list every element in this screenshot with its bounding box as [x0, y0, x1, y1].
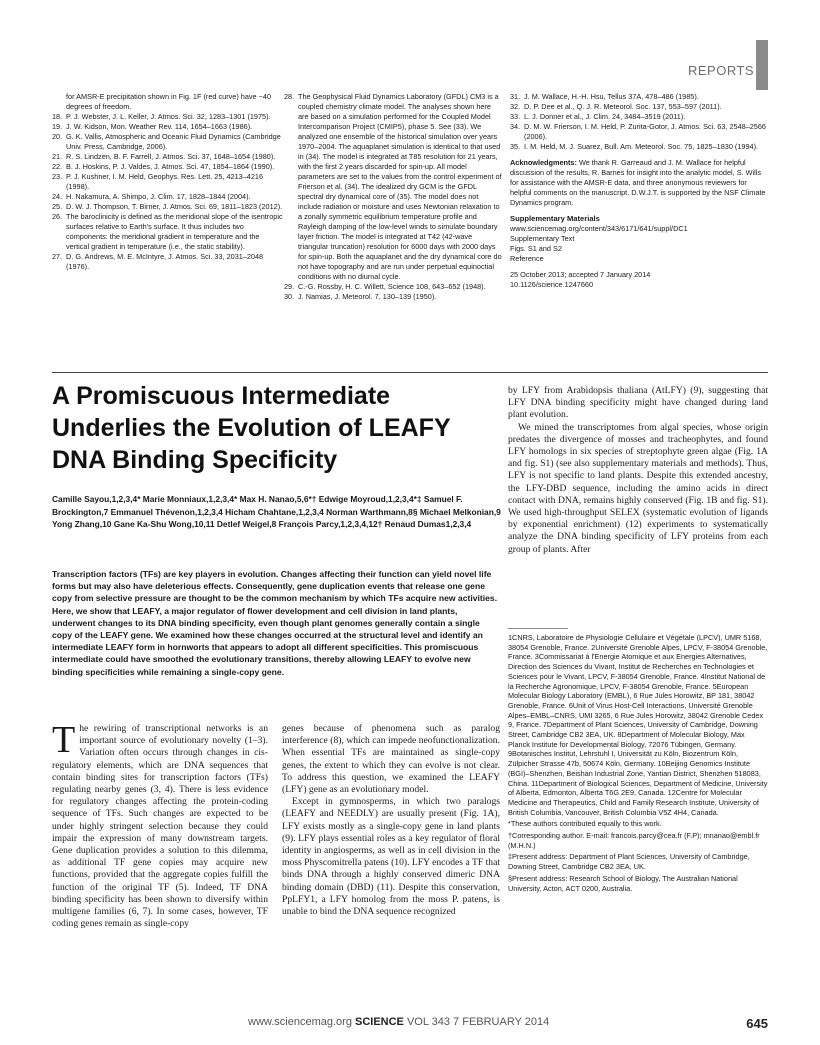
reference-number: 23.	[52, 172, 63, 181]
reference-item	[52, 152, 284, 162]
references-middle-column	[284, 92, 502, 302]
reference-number: 27.	[52, 252, 63, 261]
author-list: Camille Sayou,1,2,3,4* Marie Monniaux,1,2,3,4* Max H. Nanao,5,6*† Edwige Moyroud,1,2,3,4*‡ Samuel F. Brockington,7 Emmanuel Thévenon,1,2,3,4 Hicham Chahtane,1,2,3,4 Norman Warthmann,8§ Michael Melkonian,9 Yong Zhang,10 Gane Ka-Shu Wong,10,11 Detlef Weigel,8 François Parcy,1,2,3,4,12† Renaud Dumas1,2,3,4	[52, 494, 501, 530]
reference-text: D. P. Dee et al., Q. J. R. Meteorol. Soc. 137, 553–597 (2011).	[524, 102, 722, 111]
reference-item	[52, 132, 284, 152]
reference-text: J. M. Wallace, H.-H. Hsu, Tellus 37A, 478–486 (1985).	[524, 92, 699, 101]
supplementary-link[interactable]: www.sciencemag.org/content/343/6171/641/suppl/DC1	[510, 224, 688, 233]
reference-item	[52, 92, 284, 112]
reference-number: 26.	[52, 212, 63, 221]
reference-number: 31.	[510, 92, 521, 101]
reference-number: 32.	[510, 102, 521, 111]
body-paragraph: Except in gymnosperms, in which two paralogs (LEAFY and NEEDLY) are usually present (Fig. 1A), LFY exists mostly as a single-copy gene in land plants (9). LFY plays essential roles as a key regulator of floral identity in angiosperms, as well as in cell division in the moss Physcomitrella patens (10). LFY encodes a TF that binds DNA through a highly conserved dimeric DNA binding domain (DBD) (11). Despite this conservation, PpLFY1, a LFY homolog from the moss P. patens, is unable to bind the DNA sequence recognized	[282, 796, 500, 918]
reference-number: 29.	[284, 282, 295, 291]
reference-text: L. J. Donner et al., J. Clim. 24, 3484–3519 (2011).	[524, 112, 686, 121]
reference-number: 19.	[52, 122, 63, 131]
reference-number	[52, 92, 66, 112]
article-title: A Promiscuous Intermediate Underlies the Evolution of LEAFY DNA Binding Specificity	[52, 382, 451, 474]
body-paragraph: We mined the transcriptomes from algal species, whose origin predates the divergence of mosses and tracheophytes, and found LFY homologs in six species of streptophyte green algae (Fig. 1A and fig. S1) (see also supplementary materials and methods). Thus, LFY is not specific to land plants. Despite this extended ancestry, the LFY-DBD sequence, including the amino acids in direct contact with DNA, remains highly conserved (Fig. 1B and fig. S1). We used high-throughput SELEX (systematic evolution of ligands by exponential enrichment) (12) experiments to systematically analyze the DNA binding specificity of LFY proteins from each group of plants. After	[508, 421, 768, 555]
reference-number: 34.	[510, 122, 521, 131]
reference-text: I. M. Held, M. J. Suarez, Bull. Am. Meteorol. Soc. 75, 1825–1830 (1994).	[524, 142, 759, 151]
reference-number: 18.	[52, 112, 63, 121]
reference-text: J. W. Kidson, Mon. Weather Rev. 114, 1654–1663 (1986).	[66, 122, 253, 131]
reference-item	[52, 252, 284, 272]
references-left-column	[52, 92, 284, 272]
affiliation-text: 1CNRS, Laboratoire de Physiologie Cellulaire et Végétale (LPCV), UMR 5168, 38054 Grenoble, France. 2Université Grenoble Alpes, LPCV, F-38054 Grenoble, France. 3Commissariat à l'Energie Atomique et aux Energies Alternatives, Direction des Sciences du Vivant, Institut de Recherches en Technologies et Sciences pour le Vivant, LPCV, F-38054 Grenoble, France. 4Institut National de la Recherche Agronomique, LPCV, F-38054 Grenoble, France. 5European Molecular Biology Laboratory (EMBL), 6 Rue Jules Horowitz, BP 181, 38042 Grenoble, France. 6Unit of Virus Host-Cell Interactions, Université Grenoble Alpes–EMBL–CNRS, UMI 3265, 6 Rue Jules Horowitz, 38042 Grenoble Cedex 9, France. 7Department of Plant Sciences, University of Cambridge, Downing Street, Cambridge CB2 3EA, UK. 8Department of Molecular Biology, Max Planck Institute for Developmental Biology, 72076 Tübingen, Germany. 9Botanisches Institut, Lehrstuhl I, Universität zu Köln, Biozentrum Köln, Zülpicher Strasse 47b, 50674 Köln, Germany. 10Beijing Genomics Institute (BGI)–Shenzhen, Beishan Industrial Zone, Yantian District, Shenzhen 518083, China. 11Department of Biological Sciences, Department of Medicine, University of Alberta, Edmonton, Alberta T6G 2E9, Canada. 12Centre for Molecular Medicine and Therapeutics, Child and Family Research Institute, University of British Columbia, Vancouver, British Columbia V5Z 4H4, Canada.	[508, 633, 768, 817]
footnote-present-address: §Present address: Research School of Biology, The Australian National University, Acton, ACT 0200, Australia.	[508, 873, 738, 893]
reference-number: 21.	[52, 152, 63, 161]
doi[interactable]: 10.1126/science.1247660	[510, 280, 594, 289]
footnote-present-address: ‡Present address: Department of Plant Sciences, University of Cambridge, Downing Street, Cambridge CB2 3EA, UK.	[508, 852, 750, 872]
reference-text: P. J. Webster, J. L. Keller, J. Atmos. Sci. 32, 1283–1301 (1975).	[66, 112, 271, 121]
body-paragraph: genes because of phenomena such as paralog interference (8), which can impede neofunctionalization. When essential TFs are maintained as single-copy genes, the extent to which they can evolve is not clear. To address this question, we examined the LEAFY (LFY) gene as an evolutionary model.	[282, 723, 500, 796]
supplementary-line: Figs. S1 and S2	[510, 244, 562, 253]
footer-date: 7 FEBRUARY 2014	[453, 1016, 550, 1028]
footer-volume: VOL 343	[406, 1016, 450, 1028]
footnote-corresponding-author: †Corresponding author. E-mail: francois.parcy@cea.fr (F.P); mnanao@embl.fr (M.H.N.)	[508, 831, 760, 850]
reference-item	[52, 192, 284, 202]
reference-item	[52, 122, 284, 132]
reference-number: 20.	[52, 132, 63, 141]
reference-text: J. Namias, J. Meteorol. 7, 130–139 (1950).	[298, 292, 437, 301]
footnote-equal-contribution: *These authors contributed equally to this work.	[508, 819, 662, 829]
acknowledgments	[510, 158, 768, 208]
reference-text: G. K. Vallis, Atmospheric and Oceanic Fluid Dynamics (Cambridge Univ. Press, Cambridge, 2006).	[66, 132, 281, 151]
reference-number: 30.	[284, 292, 295, 301]
reference-item	[52, 162, 284, 172]
reference-text: H. Nakamura, A. Shimpo, J. Clim. 17, 1828–1844 (2004).	[66, 192, 251, 201]
reference-text: D. M. W. Frierson, I. M. Held, P. Zurita-Gotor, J. Atmos. Sci. 63, 2548–2566 (2006).	[524, 122, 766, 141]
section-tab-marker	[756, 40, 768, 90]
supplementary-line: Supplementary Text	[510, 234, 575, 243]
supplementary-heading: Supplementary Materials	[510, 214, 600, 223]
affiliations	[508, 633, 768, 895]
reference-item	[52, 212, 284, 252]
supplementary-line: Reference	[510, 254, 544, 263]
reference-item	[510, 92, 768, 102]
reference-number: 28.	[284, 92, 295, 101]
page-number: 645	[746, 1016, 768, 1031]
reference-text: P. J. Kushner, I. M. Held, Geophys. Res. Lett. 25, 4213–4216 (1998).	[66, 172, 264, 191]
body-column-1	[52, 719, 268, 930]
reference-item	[510, 122, 768, 142]
drop-cap: T	[52, 719, 76, 761]
body-paragraph: by LFY from Arabidopsis thaliana (AtLFY) (9), suggesting that LFY DNA binding specificity might have changed during land plant evolution.	[508, 385, 768, 421]
footer-journal: SCIENCE	[355, 1016, 404, 1028]
reference-number: 33.	[510, 112, 521, 121]
footer-url[interactable]: www.sciencemag.org	[248, 1016, 352, 1028]
reference-item	[284, 92, 502, 282]
reference-item	[510, 142, 768, 152]
reference-text: B. J. Hoskins, P. J. Valdes, J. Atmos. Sci. 47, 1854–1864 (1990).	[66, 162, 275, 171]
body-paragraph: he rewiring of transcriptional networks is an important source of evolutionary novelty (1–3). Variation often occurs through changes in cis-regulatory elements, which are DNA sequences that contain binding sites for transcription factors (TFs) regulating nearby genes (3, 4). There is less evidence for regulatory changes affecting the protein-coding sequence of TFs. Such changes are expected to be under highly stringent selection because they could impair the expression of many downstream targets. Gene duplication provides a solution to this dilemma, as additional TF gene copies may acquire new functions, provided that the aggregate copies fulfill the function of the original TF (5). Indeed, TF DNA binding specificity has been shown to diversify within multigene families (6, 7). In some cases, however, TF coding genes remain as single-copy	[52, 723, 268, 930]
reference-number: 24.	[52, 192, 63, 201]
reference-item	[52, 112, 284, 122]
reference-item	[52, 172, 284, 192]
reference-text: for AMSR-E precipitation shown in Fig. 1F (red curve) have ~40 degrees of freedom.	[66, 92, 272, 111]
acknowledgments-label: Acknowledgments:	[510, 158, 577, 167]
reference-text: D. W. J. Thompson, T. Birner, J. Atmos. Sci. 69, 1811–1823 (2012).	[66, 202, 283, 211]
section-divider	[52, 372, 768, 373]
page-footer	[248, 1016, 768, 1031]
abstract: Transcription factors (TFs) are key players in evolution. Changes affecting their function can yield novel life forms but may also have deleterious effects. Consequently, gene duplication events that release one gene copy from selective pressure are thought to be the common mechanism by which TFs acquire new activities. Here, we show that LEAFY, a major regulator of flower development and cell division in land plants, underwent changes to its DNA binding specificity, even though plant genomes generally contain a single copy of the LEAFY gene. We examined how these changes occurred at the structural level and identify an intermediate LEAFY form in hornworts that appears to adopt all different specificities. This promiscuous intermediate could have smoothed the evolutionary transitions, thereby allowing LEAFY to evolve new binding specificities while remaining a single-copy gene.	[52, 569, 498, 677]
reference-text: R. S. Lindzen, B. F. Farrell, J. Atmos. Sci. 37, 1648–1654 (1980).	[66, 152, 276, 161]
reference-text: The baroclinicity is defined as the meridional slope of the isentropic surfaces relative to Earth's surface. It thus includes two components: the meridional gradient in temperature and the vertical gradient in temperature (i.e., the static stability).	[66, 212, 283, 251]
footnote-divider	[508, 628, 568, 629]
reference-text: C.-G. Rossby, H. C. Willett, Science 108, 643–652 (1948).	[298, 282, 486, 291]
reference-text: The Geophysical Fluid Dynamics Laboratory (GFDL) CM3 is a coupled chemistry climate model. The analyses shown here are based on a simulation performed for the Coupled Model Intercomparison Project (CMIP5), phase 5. See (33). We analyzed one ensemble of the historical simulation over years 1970–2004. The aquaplanet simulation is identical to that used in (34). The model is integrated at T85 resolution for 21 years, with the first 2 years discarded for spin-up. All model parameters are set to the values from the control experiment of Frierson et al. (34). The idealized dry GCM is the GFDL spectral dry dynamical core of (35). The model does not include radiation or moisture and uses Newtonian relaxation to a zonally symmetric equilibrium temperature profile and Rayleigh damping of the low-level winds to simulate boundary layer friction. The model is integrated at T42 (42-wave triangular truncation) resolution for 6000 days with 2000 days for spin-up. Both the aquaplanet and the dry dynamical core do not have topography and are run under perpetual equinoctial conditions with no diurnal cycle.	[298, 92, 502, 281]
reference-item	[284, 282, 502, 292]
body-column-3	[508, 385, 768, 556]
reference-number: 35.	[510, 142, 521, 151]
body-column-2	[282, 723, 500, 918]
section-label: REPORTS	[688, 63, 755, 78]
reference-item	[52, 202, 284, 212]
reference-item	[510, 112, 768, 122]
received-accepted-dates: 25 October 2013; accepted 7 January 2014	[510, 270, 651, 279]
reference-text: D. G. Andrews, M. E. McIntyre, J. Atmos. Sci. 33, 2031–2048 (1976).	[66, 252, 264, 271]
reference-item	[510, 102, 768, 112]
acknowledgments-text: We thank R. Garreaud and J. M. Wallace for helpful discussion of the results, R. Barnes for insight into the analytic model, S. Wills for assistance with the AMSR-E data, and three anonymous reviewers for helpful comments on the manuscript. D.W.J.T. is supported by the NSF Climate Dynamics program.	[510, 158, 766, 207]
reference-item	[284, 292, 502, 302]
reference-number: 25.	[52, 202, 63, 211]
reference-number: 22.	[52, 162, 63, 171]
references-right-column	[510, 92, 768, 290]
